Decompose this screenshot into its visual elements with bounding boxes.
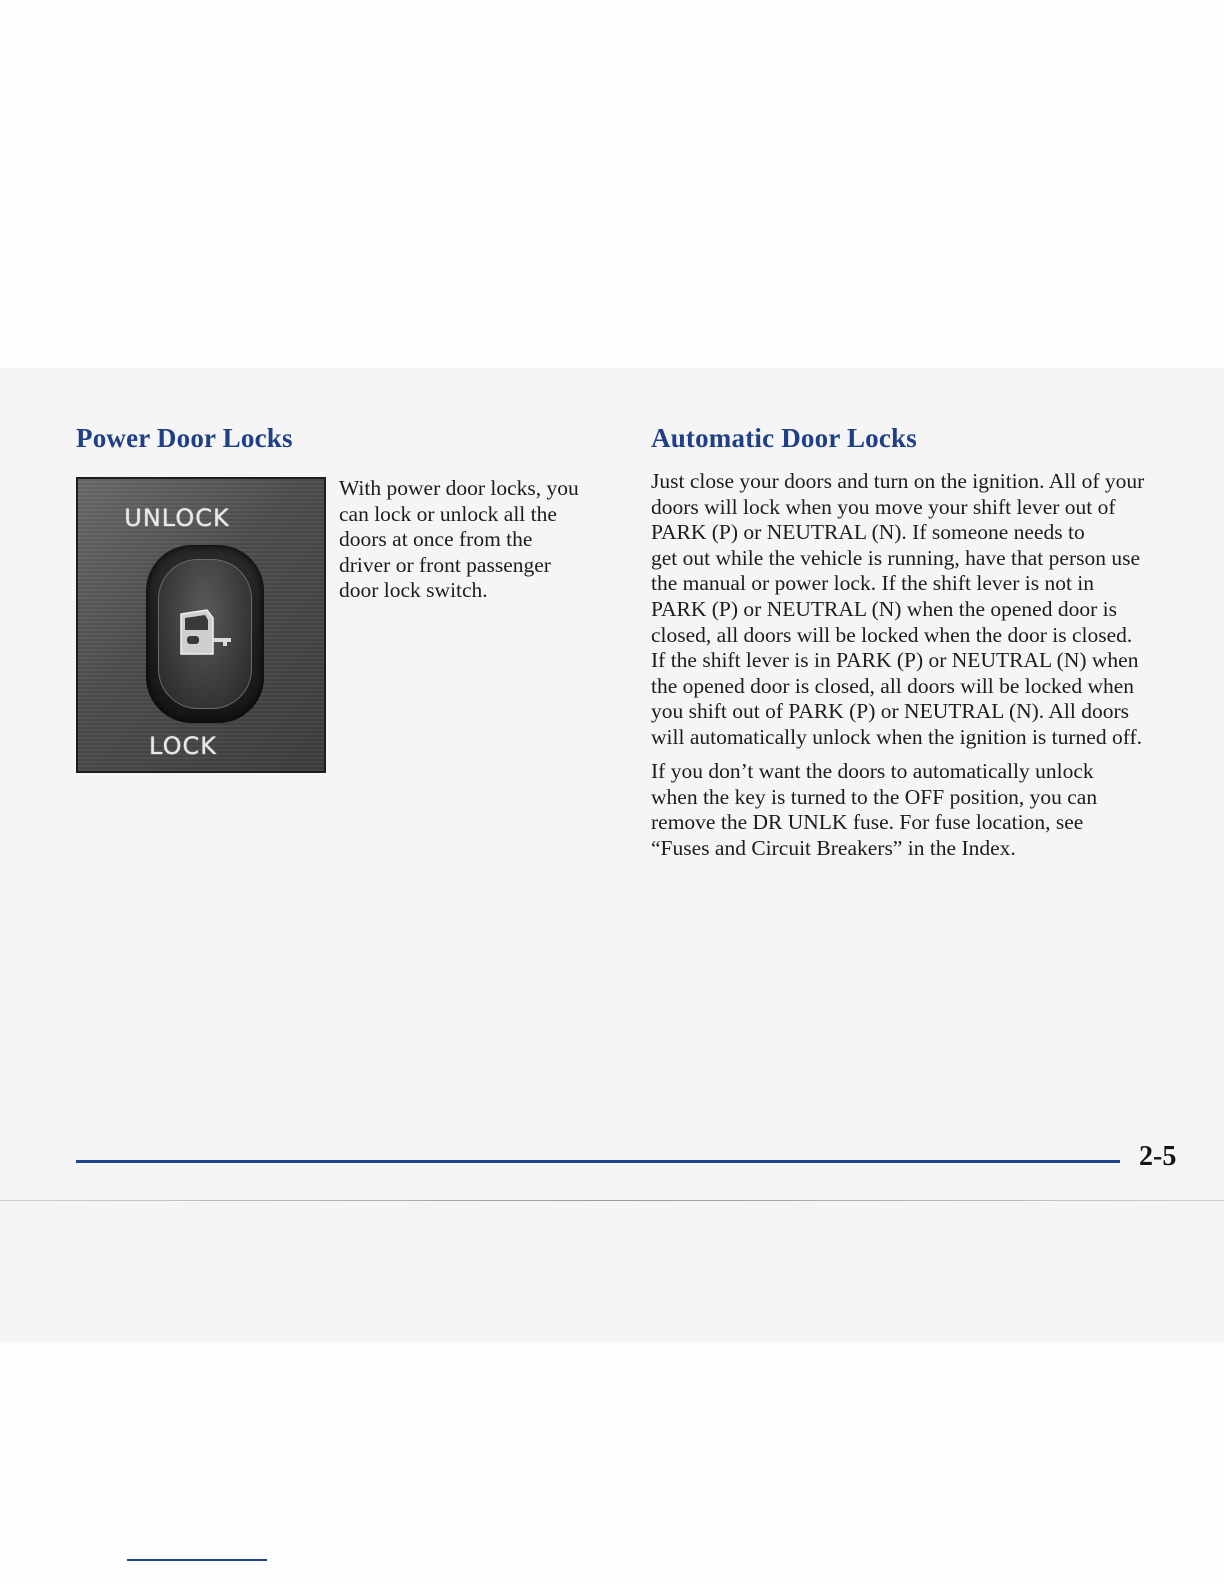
paragraph-line: the opened door is closed, all doors will be locked when bbox=[651, 673, 1135, 698]
paragraph-line: when the key is turned to the OFF position, you can bbox=[651, 784, 1098, 809]
paragraph-line: doors at once from the bbox=[339, 527, 533, 552]
paragraph-line: With power door locks, you bbox=[339, 476, 579, 500]
automatic-door-locks-heading: Automatic Door Locks bbox=[651, 423, 917, 453]
paragraph-line: doors will lock when you move your shift lever out of bbox=[651, 494, 1116, 519]
door-lock-icon bbox=[177, 608, 235, 660]
paragraph-line: closed, all doors will be locked when the door is closed. bbox=[651, 622, 1133, 647]
paragraph-line: get out while the vehicle is running, have that person use bbox=[651, 545, 1140, 570]
paragraph-line: you shift out of PARK (P) or NEUTRAL (N). All doors bbox=[651, 699, 1129, 724]
paragraph-line: If you don’t want the doors to automatically unlock bbox=[651, 759, 1094, 783]
footer-rule bbox=[76, 1160, 1120, 1163]
paragraph-line: PARK (P) or NEUTRAL (N) when the opened door is bbox=[651, 596, 1117, 621]
rocker-switch-bezel bbox=[146, 545, 264, 723]
paragraph-line: can lock or unlock all the bbox=[339, 501, 557, 526]
unlock-label: UNLOCK bbox=[124, 504, 230, 532]
paragraph-line: “Fuses and Circuit Breakers” in the Index. bbox=[651, 835, 1016, 860]
automatic-door-locks-paragraph-2 bbox=[651, 759, 1097, 861]
power-door-locks-paragraph bbox=[339, 476, 579, 604]
paragraph-line: Just close your doors and turn on the ignition. All of your bbox=[651, 469, 1145, 493]
paragraph-line: the manual or power lock. If the shift lever is not in bbox=[651, 571, 1095, 596]
rocker-switch bbox=[158, 559, 252, 709]
page-number: 2-5 bbox=[1139, 1141, 1177, 1172]
power-door-locks-heading: Power Door Locks bbox=[76, 423, 293, 453]
automatic-door-locks-paragraph-1 bbox=[651, 469, 1144, 751]
paragraph-line: driver or front passenger bbox=[339, 552, 551, 577]
paragraph-line: will automatically unlock when the ignition is turned off. bbox=[651, 724, 1143, 749]
page-edge-line bbox=[0, 1200, 1224, 1201]
footer-accent-line bbox=[127, 1559, 267, 1561]
paragraph-line: If the shift lever is in PARK (P) or NEUTRAL (N) when bbox=[651, 648, 1139, 673]
lock-label: LOCK bbox=[149, 732, 217, 760]
paragraph-line: door lock switch. bbox=[339, 578, 488, 603]
paragraph-line: remove the DR UNLK fuse. For fuse location, see bbox=[651, 810, 1084, 835]
door-lock-switch-photo bbox=[76, 477, 326, 773]
paragraph-line: PARK (P) or NEUTRAL (N). If someone needs to bbox=[651, 520, 1085, 545]
